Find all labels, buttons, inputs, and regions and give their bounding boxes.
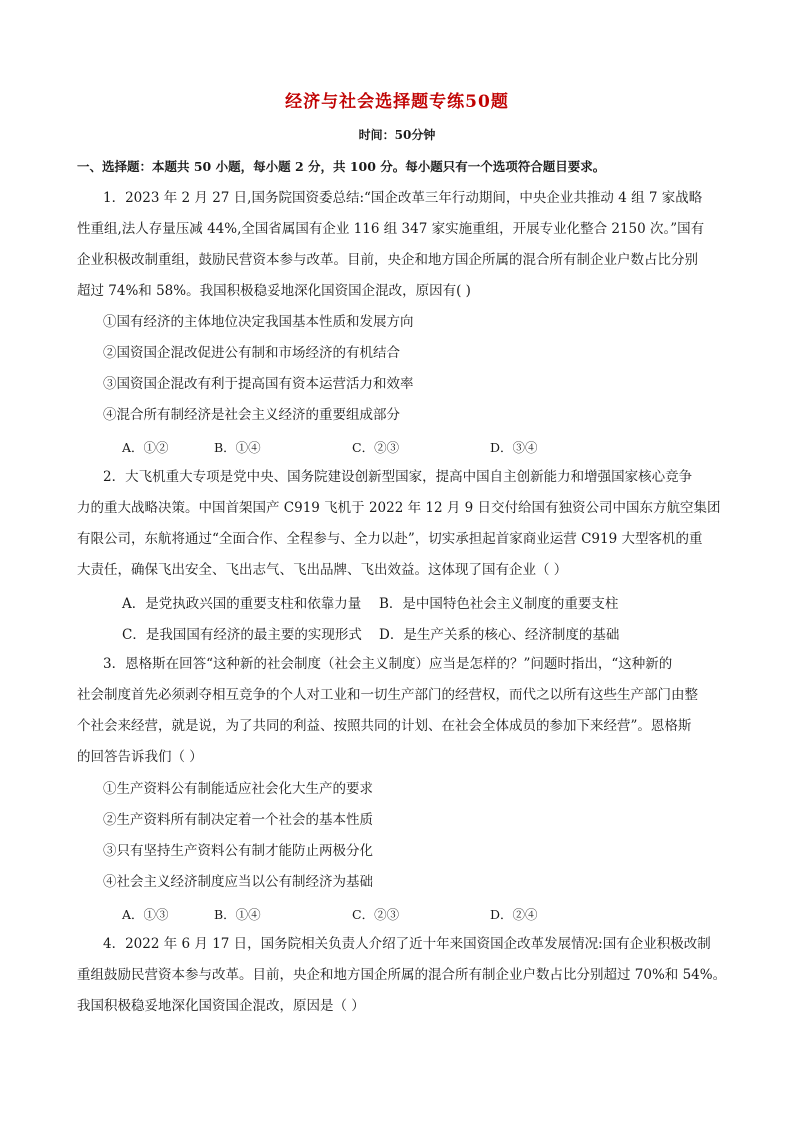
q2-choice-d[interactable]: D．是生产关系的核心、经济制度的基础 (379, 627, 620, 643)
q3-line-2: 社会制度首先必须剥夺相互竞争的个人对工业和一切生产部门的经营权，而代之以所有这些生产部门由整 (77, 687, 698, 703)
q3-choice-b[interactable]: B．①④ (214, 907, 261, 922)
time-limit: 时间：50分钟 (358, 128, 436, 142)
q3-option-2: ②生产资料所有制决定着一个社会的基本性质 (103, 812, 373, 828)
q1-choice-a[interactable]: A．①② (122, 440, 169, 455)
q3-choice-d[interactable]: D．②④ (490, 907, 538, 922)
q1-choices (122, 438, 538, 456)
q2-line-1: 2．大飞机重大专项是党中央、国务院建设创新型国家，提高中国自主创新能力和增强国家核心竞争 (103, 469, 693, 485)
q2-choice-b[interactable]: B．是中国特色社会主义制度的重要支柱 (379, 596, 619, 612)
document-title: 经济与社会选择题专练50题 (285, 92, 509, 112)
q1-line-1: 1．2023 年 2 月 27 日,国务院国资委总结:“国企改革三年行动期间，中央企业共推动 4 组 7 家战略 (103, 190, 703, 206)
q2-line-3: 有限公司，东航将通过“全面合作、全程参与、全力以赴”，切实承担起首家商业运营 C919 大型客机的重 (77, 531, 703, 547)
q3-option-4: ④社会主义经济制度应当以公有制经济为基础 (103, 874, 373, 890)
q1-line-3: 企业积极改制重组，鼓励民营资本参与改革。目前，央企和地方国企所属的混合所有制企业户数占比分别 (77, 252, 698, 268)
q1-choice-b[interactable]: B．①④ (214, 440, 261, 455)
q2-choice-c[interactable]: C．是我国国有经济的最主要的实现形式 (122, 627, 362, 643)
q4-line-3: 我国积极稳妥地深化国资国企混改，原因是（ ） (77, 998, 365, 1014)
q3-line-1: 3．恩格斯在回答“这种新的社会制度（社会主义制度）应当是怎样的？”问题时指出，“这种新的 (103, 656, 673, 672)
section-header: 一、选择题：本题共 50 小题，每小题 2 分，共 100 分。每小题只有一个选项符合题目要求。 (77, 159, 606, 174)
q3-choice-c[interactable]: C．②③ (352, 907, 400, 922)
q4-line-2: 重组鼓励民营资本参与改革。目前，央企和地方国企所属的混合所有制企业户数占比分别超过 70%和 54%。 (77, 967, 727, 983)
q1-option-2: ②国资国企混改促进公有制和市场经济的有机结合 (103, 345, 400, 361)
q1-choice-d[interactable]: D．③④ (490, 440, 538, 455)
q1-choice-c[interactable]: C．②③ (352, 440, 400, 455)
q2-choice-a[interactable]: A．是党执政兴国的重要支柱和依靠力量 (122, 596, 362, 612)
q1-line-4: 超过 74%和 58%。我国积极稳妥地深化国资国企混改，原因有( ) (77, 283, 471, 299)
q1-option-4: ④混合所有制经济是社会主义经济的重要组成部分 (103, 407, 400, 423)
q3-line-3: 个社会来经营，就是说，为了共同的利益、按照共同的计划、在社会全体成员的参加下来经营”。恩格斯 (77, 718, 692, 734)
q2-choices-row-2 (122, 623, 619, 643)
q1-line-2: 性重组,法人存量压减 44%,全国省属国有企业 116 组 347 家实施重组，开展专业化整合 2150 次。”国有 (77, 221, 705, 237)
q3-choice-a[interactable]: A．①③ (122, 907, 169, 922)
q3-option-1: ①生产资料公有制能适应社会化大生产的要求 (103, 781, 373, 797)
q1-option-1: ①国有经济的主体地位决定我国基本性质和发展方向 (103, 314, 414, 330)
q2-line-4: 大责任，确保飞出安全、飞出志气、飞出品牌、飞出效益。这体现了国有企业（ ） (77, 562, 568, 578)
q3-choices (122, 905, 538, 923)
q2-choices-row-1 (122, 592, 618, 612)
q4-line-1: 4．2022 年 6 月 17 日，国务院相关负责人介绍了近十年来国资国企改革发展情况:国有企业积极改制 (103, 936, 711, 952)
q3-line-4: 的回答告诉我们（ ） (77, 749, 203, 765)
q3-option-3: ③只有坚持生产资料公有制才能防止两极分化 (103, 843, 373, 859)
q1-option-3: ③国资国企混改有利于提高国有资本运营活力和效率 (103, 376, 414, 392)
q2-line-2: 力的重大战略决策。中国首架国产 C919 飞机于 2022 年 12 月 9 日交付给国有独资公司中国东方航空集团 (77, 500, 721, 516)
